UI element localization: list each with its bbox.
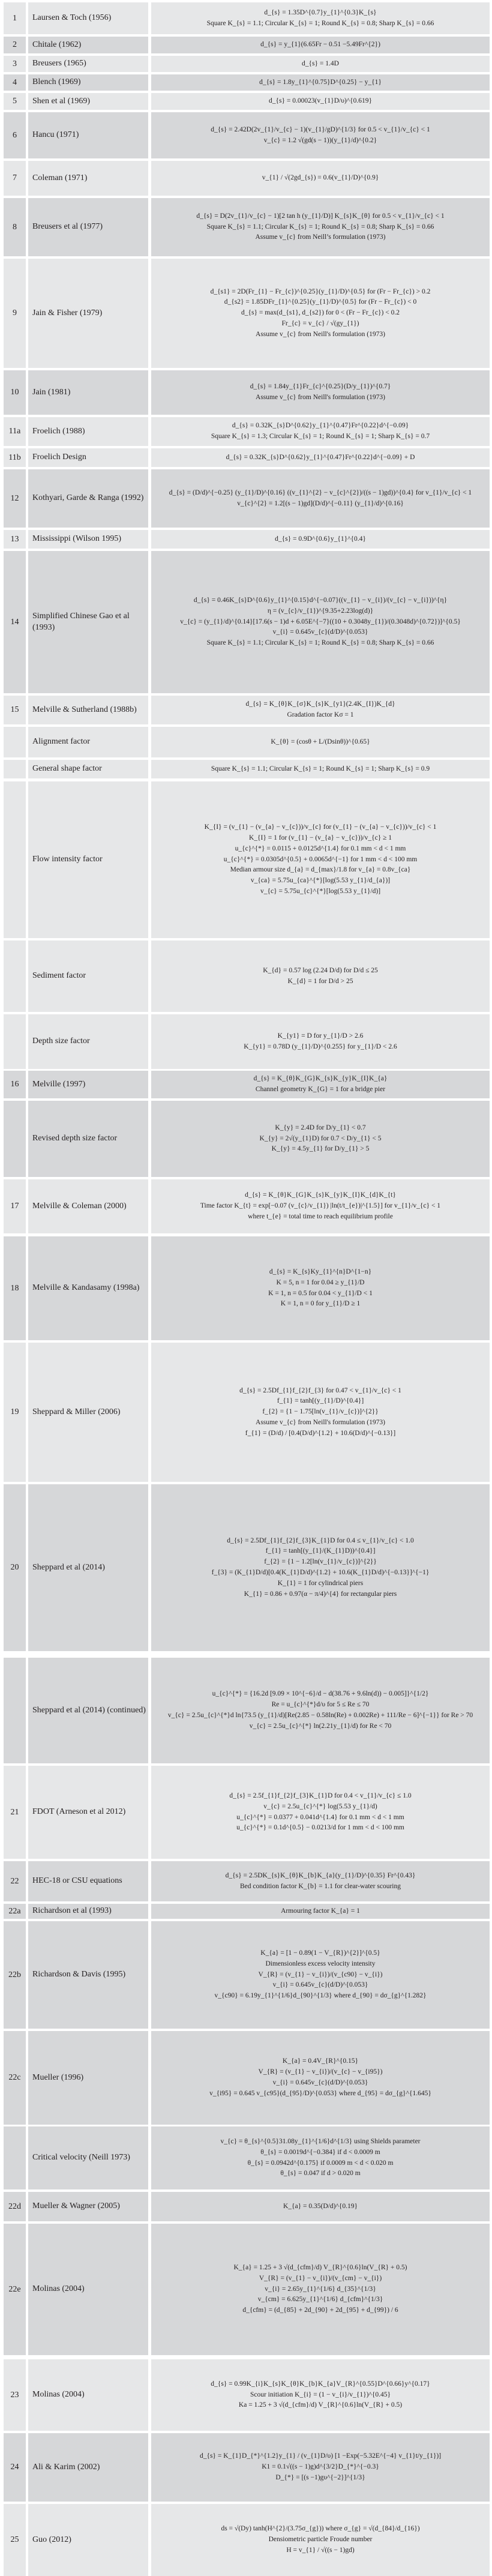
row-number: 11b [4, 448, 26, 467]
equation-line: K_{y} = 2√(y_{1}D) for 0.7 < D/y_{1} < 5 [259, 1134, 382, 1142]
equation-cell [151, 1101, 490, 1177]
equation-line: θ_{s} = 0.047 if d > 0.020 m [280, 2170, 361, 2177]
equation-line: Square K_{s} = 1.3; Circular K_{s} = 1; Round K_{s} = 1; Sharp K_{s} = 0.7 [211, 433, 430, 440]
table-row [0, 56, 492, 72]
table-row [0, 1179, 492, 1233]
equation-line: d_{s} = 1.84y_{1}Fr_{c}^{0.25}(D/y_{1})^{0.7} [250, 383, 391, 391]
equation-line: Ka = 1.25 + 3 √(d_{cfm}/d) V_{R}^{0.6}ln(V_{R} + 0.5) [238, 2401, 403, 2409]
equation-line: where t_{e} = total time to reach equilibrium profile [248, 1212, 393, 1220]
equation-line: Fr_{c} = v_{c} / √(gy_{1}) [281, 319, 359, 327]
row-number: 5 [4, 93, 26, 110]
equation-cell [151, 2359, 490, 2431]
equation-line: d_{s} = K_{s}Ky_{1}^{n}D^{1−n} [269, 1268, 372, 1275]
row-number: 25 [4, 2504, 26, 2576]
equation-line: Assume v_{c} from Neill's formulation (1973) [256, 1418, 385, 1426]
table-row [0, 2, 492, 34]
equation-line: d_{s} = K_{θ}K_{σ}K_{s}K_{y1}(2.4K_{I})K_{d} [245, 700, 395, 708]
equation-cell [151, 1861, 490, 1901]
table-row [0, 1861, 492, 1901]
equation-line: v_{c} = (y_{1}/d)^{0.14}[17.6(s − 1)d + 6.05E^{−7}((10 + 0.3048y_{1})/(0.3048d)^{0.72})]^{0.5} [180, 618, 461, 625]
equation-line: v_{i} = 0.645v_{c}(d/D)^{0.053} [272, 2079, 368, 2086]
equation-cell [151, 940, 490, 1012]
equation-cell [151, 417, 490, 446]
equation-line: v_{cm} = 6.625y_{1}^{1/6} d_{cfm}^{1/3} [257, 2296, 383, 2304]
row-number: 7 [4, 161, 26, 196]
row-author: General shape factor [28, 760, 148, 778]
equation-cell [151, 112, 490, 158]
equation-line: d_{s} = 1.35D^{0.7}y_{1}^{0.3}K_{s} [264, 8, 377, 16]
row-author: Mississippi (Wilson 1995) [28, 530, 148, 549]
table-row [0, 760, 492, 778]
row-number: 19 [4, 1343, 26, 1482]
row-author: Flow intensity factor [28, 781, 148, 938]
table-row [0, 781, 492, 938]
row-number: 9 [4, 259, 26, 368]
equation-cell [151, 1179, 490, 1233]
equation-line: Bed condition factor K_{b} = 1.1 for clear-water scouring [240, 1882, 401, 1890]
row-number: 22d [4, 2192, 26, 2221]
row-author: Depth size factor [28, 1014, 148, 1069]
row-number: 10 [4, 370, 26, 415]
table-row [0, 370, 492, 415]
equation-line: v_{c}^{2} = 1.2[(s − 1)gd](D/d)^{−0.11} (y_{1}/d)^{0.16} [237, 499, 404, 507]
equation-cell [151, 74, 490, 91]
equation-line: V_{R} = (v_{1} − v_{i})/(v_{c90} − v_{i}) [258, 1970, 383, 1978]
table-row [0, 1484, 492, 1651]
row-number [4, 2126, 26, 2189]
equation-line: f_{2} = {1 − 1.2[ln(v_{1}/v_{c})]^{2}} [264, 1558, 377, 1566]
equation-line: K_{a} = 0.35(D/d)^{0.19} [283, 2202, 358, 2210]
table-row [0, 1904, 492, 1919]
equation-line: d_{s} = 0.9D^{0.6}y_{1}^{0.4} [275, 535, 366, 543]
equation-line: v_{c} = 5.75u_{c}^{*}[log(5.53 y_{1}/d)] [260, 887, 381, 895]
row-number: 22a [4, 1904, 26, 1919]
table-row [0, 1658, 492, 1763]
equation-line: K_{I} = (v_{1} − (v_{a} − v_{c}))/v_{c} for (v_{1} − (v_{a} − v_{c}))/v_{c} < 1 [204, 823, 437, 831]
row-author: Revised depth size factor [28, 1101, 148, 1177]
row-number: 18 [4, 1236, 26, 1340]
table-row [0, 2359, 492, 2431]
table-row [0, 551, 492, 693]
row-number: 21 [4, 1766, 26, 1859]
equation-line: f_{1} = tanh[(y_{1}/D)^{0.4}] [277, 1397, 364, 1405]
table-row [0, 2504, 492, 2576]
row-author: Richardson & Davis (1995) [28, 1921, 148, 2029]
table-row [0, 259, 492, 368]
equation-line: f_{1} = tanh[(y_{1}/(K_{1}D))^{0.4}] [265, 1547, 376, 1555]
equation-cell [151, 1071, 490, 1098]
equation-cell [151, 530, 490, 549]
equation-line: Re = u_{c}^{*}d/υ for 5 ≤ Re ≤ 70 [271, 1701, 370, 1709]
row-number: 24 [4, 2433, 26, 2502]
row-author: Molinas (2004) [28, 2224, 148, 2355]
table-row [0, 940, 492, 1012]
table-row [0, 2433, 492, 2502]
equation-cell [151, 469, 490, 528]
equation-line: d_{s} = 2.5Df_{1}f_{2}f_{3}K_{1}D for 0.4 ≤ v_{1}/v_{c} < 1.0 [227, 1536, 414, 1544]
equation-line: K_{d} = 0.57 log (2.24 D/d) for D/d ≤ 25 [263, 966, 378, 974]
equation-line: u_{c}^{*} = 0.0305d^{0.5} + 0.0065d^{−1} for 1 mm < d < 100 mm [223, 855, 418, 863]
row-number [4, 1014, 26, 1069]
row-author: Jain (1981) [28, 370, 148, 415]
row-author: Kothyari, Garde & Ranga (1992) [28, 469, 148, 528]
row-author: Alignment factor [28, 727, 148, 757]
equation-cell [151, 1343, 490, 1482]
equation-cell [151, 1014, 490, 1069]
equation-cell [151, 93, 490, 110]
row-author: Critical velocity (Neill 1973) [28, 2126, 148, 2189]
equation-cell [151, 2504, 490, 2576]
row-number: 1 [4, 2, 26, 34]
equation-line: Channel geometry K_{G} = 1 for a bridge pier [255, 1086, 386, 1093]
row-number: 23 [4, 2359, 26, 2431]
equation-line: d_{s} = 0.46K_{s}D^{0.6}y_{1}^{0.15}d^{−0.07}((v_{1} − v_{i})/(v_{c} − v_{i}))^{η} [193, 597, 448, 604]
table-row [0, 530, 492, 549]
equation-cell [151, 2126, 490, 2189]
equation-cell [151, 37, 490, 53]
equation-cell [151, 2224, 490, 2355]
equation-cell [151, 2031, 490, 2125]
equation-line: d_{s} = 2.5DK_{s}K_{θ}K_{b}K_{a}(y_{1}/D)^{0.35} Fr^{0.43} [225, 1871, 416, 1879]
table-row [0, 2224, 492, 2355]
table-row [0, 1071, 492, 1098]
equation-line: d_{s1} = 2D(Fr_{1} − Fr_{c})^{0.25}(y_{1}/D)^{0.5} for (Fr − Fr_{c}) > 0.2 [210, 287, 431, 295]
equation-cell [151, 1658, 490, 1763]
equation-line: v_{c} = 1.2 √(gd(s − 1))(y_{1}/d)^{0.2} [263, 136, 377, 144]
equation-line: v_{1} / √(2gd_{s}) = 0.6(v_{1}/D)^{0.9} [262, 174, 379, 182]
row-number: 11a [4, 417, 26, 446]
equation-line: d_{s} = K_{θ}K_{G}K_{s}K_{y}K_{I}K_{a} [253, 1075, 388, 1083]
equation-line: V_{R} = (v_{1} − v_{i})/(v_{c} − v_{i95}) [258, 2068, 383, 2076]
row-author: Froelich (1988) [28, 417, 148, 446]
equation-line: d_{s} = (D/d)^{−0.25} (y_{1}/D)^{0.16} ((v_{1}^{2} − v_{c}^{2})/((s − 1)gd))^{0.4} for v_{1}/v_{c} < 1 [169, 489, 472, 496]
row-author: Froelich Design [28, 448, 148, 467]
equation-line: V_{R} = (v_{1} − v_{i})/(v_{cm} − v_{i}) [259, 2274, 382, 2282]
equation-line: d_{s} = 2.42D(2v_{1}/v_{c} − 1)(v_{1}/gD)^{1/3} for 0.5 < v_{1}/v_{c} < 1 [211, 125, 430, 133]
row-author: Jain & Fisher (1979) [28, 259, 148, 368]
equation-line: d_{s} = 0.99K_{i}K_{s}K_{θ}K_{b}K_{a}V_{R}^{0.55}D^{0.66}y^{0.17} [211, 2380, 430, 2388]
row-number: 20 [4, 1484, 26, 1651]
table-row [0, 161, 492, 196]
row-author: Coleman (1971) [28, 161, 148, 196]
row-author: Mueller (1996) [28, 2031, 148, 2125]
equation-cell [151, 760, 490, 778]
row-number: 4 [4, 74, 26, 91]
equation-line: d_{s} = D(2v_{1}/v_{c} − 1)[2 tan h (y_{1}/D)] K_{s}K_{θ} for 0.5 < v_{1}/v_{c} < 1 [196, 212, 445, 220]
row-author: Laursen & Toch (1956) [28, 2, 148, 34]
table-row [0, 2192, 492, 2221]
equation-cell [151, 1921, 490, 2029]
equation-line: Densiometric particle Froude number [268, 2536, 373, 2544]
equation-line: K_{a} = 1.25 + 3 √(d_{cfm}/d) V_{R}^{0.6}ln(V_{R} + 0.5) [233, 2264, 407, 2271]
equation-line: Time factor K_{t} = exp[−0.07 (v_{c}/v_{1}) |ln(t/t_{e})|^{1.5}] for v_{1}/v_{c} < 1 [200, 1202, 441, 1210]
row-number: 17 [4, 1179, 26, 1233]
equation-line: K_{θ} = (cosθ + L/(Dsinθ))^{0.65} [271, 738, 370, 745]
table-row [0, 727, 492, 757]
equation-line: K = 1, n = 0 for y_{1}/D ≥ 1 [280, 1300, 361, 1308]
equation-line: v_{i95} = 0.645 v_{c95}(d_{95}/D)^{0.053} where d_{95} = dσ_{g}^{1.645} [209, 2089, 431, 2097]
equation-line: f_{1} = (D/d) / [0.4(D/d)^{1.2} + 10.6(D/d)^{−0.13}] [245, 1429, 396, 1437]
equation-cell [151, 696, 490, 724]
equation-line: Scour initiation K_{i} = (1 − v_{i}/v_{1})^{0.45} [250, 2391, 391, 2398]
equation-cell [151, 2433, 490, 2502]
row-author: HEC-18 or CSU equations [28, 1861, 148, 1901]
row-number [4, 1658, 26, 1763]
row-author: Richardson et al (1993) [28, 1904, 148, 1919]
row-author: Molinas (2004) [28, 2359, 148, 2431]
row-number [4, 781, 26, 938]
equation-line: d_{s2} = 1.85DFr_{1}^{0.25}(y_{1}/D)^{0.5} for (Fr − Fr_{c}) < 0 [224, 298, 417, 306]
equation-line: K = 5, n = 1 for 0.04 ≥ y_{1}/D [276, 1278, 365, 1286]
equation-line: θ_{s} = 0.0019d^{−0.384} if d < 0.0009 m [260, 2148, 380, 2156]
row-author: Sheppard et al (2014) [28, 1484, 148, 1651]
table-row [0, 1343, 492, 1482]
row-author: Sediment factor [28, 940, 148, 1012]
row-author: Sheppard & Miller (2006) [28, 1343, 148, 1482]
equation-line: v_{ca} = 5.75u_{ca}^{*}[log(5.53 y_{1}/d_{a})] [250, 877, 391, 885]
equation-cell [151, 1484, 490, 1651]
equation-line: K_{I} = 1 for (v_{1} − (v_{a} − v_{c}))/v_{c} ≥ 1 [248, 834, 392, 841]
equation-line: K_{y1} = D for y_{1}/D > 2.6 [277, 1032, 364, 1040]
equation-cell [151, 781, 490, 938]
row-number: 22c [4, 2031, 26, 2125]
table-row [0, 417, 492, 446]
table-row [0, 1921, 492, 2029]
equation-line: d_{s} = 0.32K_{s}D^{0.62}y_{1}^{0.47}Fr^{0.22}d^{−0.09} [232, 422, 409, 430]
equation-line: K = 1, n = 0.5 for 0.04 < y_{1}/D < 1 [268, 1289, 373, 1297]
equation-line: K_{y} = 2.4D for D/y_{1} < 0.7 [275, 1124, 366, 1131]
row-author: Sheppard et al (2014) (continued) [28, 1658, 148, 1763]
equation-cell [151, 56, 490, 72]
equation-line: v_{c} = θ_{s}^{0.5}31.08y_{1}^{1/6}d^{1/3} using Shields parameter [220, 2137, 421, 2145]
row-author: Mueller & Wagner (2005) [28, 2192, 148, 2221]
equation-line: D_{*} = [(s −1)gυ^{−2}]^{1/3} [275, 2473, 365, 2481]
equation-line: u_{c}^{*} = 0.1d^{0.5} − 0.0213/d for 1 mm < d < 100 mm [236, 1824, 404, 1832]
equation-line: d_{s} = max(d_{s1}, d_{s2}) for 0 < (Fr − Fr_{c}) < 0.2 [241, 309, 400, 317]
row-author: Melville & Coleman (2000) [28, 1179, 148, 1233]
row-author: Chitale (1962) [28, 37, 148, 53]
equation-line: d_{s} = 2.5Df_{1}f_{2}f_{3} for 0.47 < v_{1}/v_{c} < 1 [239, 1386, 401, 1394]
row-number [4, 1101, 26, 1177]
equation-line: f_{3} = (K_{1}D/d)[0.4(K_{1}D/d)^{1.2} + 10.6(K_{1}D/d)^{−0.13}]^{−1} [211, 1569, 430, 1576]
equation-line: d_{s} = K_{θ}K_{G}K_{s}K_{y}K_{I}K_{d}K_{t} [245, 1191, 396, 1199]
equation-line: K_{1} = 1 for cylindrical piers [277, 1579, 364, 1587]
equation-line: v_{c} = 2.5u_{c}^{*} ln(2.21y_{1}/d) for Re < 70 [249, 1722, 392, 1730]
row-number: 12 [4, 469, 26, 528]
row-author: Blench (1969) [28, 74, 148, 91]
table-row [0, 2126, 492, 2189]
equation-cell [151, 2192, 490, 2221]
table-row [0, 1236, 492, 1340]
table-row [0, 1101, 492, 1177]
equation-line: d_{s} = 0.00023(v_{1}D/υ)^{0.619} [268, 97, 373, 105]
equation-line: η = (v_{c}/v_{1})^{9.35+2.23log(d)} [267, 607, 374, 615]
equation-line: Square K_{s} = 1.1; Circular K_{s} = 1; Round K_{s} = 0.8; Sharp K_{s} = 0.66 [206, 223, 434, 230]
row-author: Simplified Chinese Gao et al (1993) [28, 551, 148, 693]
row-number [4, 727, 26, 757]
equation-line: Median armour size d_{a} = d_{max}/1.8 for v_{a} = 0.8v_{ca} [230, 866, 411, 874]
equation-line: Gradation factor Kσ = 1 [287, 711, 354, 718]
equation-cell [151, 551, 490, 693]
row-author: Melville & Kandasamy (1998a) [28, 1236, 148, 1340]
equation-line: u_{c}^{*} = 0.0377 + 0.041d^{1.4} for 0.1 mm < d < 1 mm [236, 1813, 404, 1821]
equation-line: v_{c90} = 6.19y_{1}^{1/6}d_{90}^{1/3} where d_{90} = dσ_{g}^{1.282} [214, 1992, 427, 2000]
equation-line: d_{s} = 1.8y_{1}^{0.75}D^{0.25} − y_{1} [259, 78, 382, 86]
row-author: Breusers et al (1977) [28, 198, 148, 256]
row-author: Melville & Sutherland (1988b) [28, 696, 148, 724]
row-number: 16 [4, 1071, 26, 1098]
equation-line: v_{i} = 2.65y_{1}^{1/6} d_{35}^{1/3} [265, 2285, 376, 2293]
table-row [0, 448, 492, 467]
equation-line: v_{i} = 0.645v_{c}(d/D)^{0.053} [272, 1981, 368, 1989]
row-number [4, 760, 26, 778]
equation-line: Assume v_{c} from Neill’s formulation (1973) [255, 233, 386, 241]
row-number: 22e [4, 2224, 26, 2355]
row-author: Ali & Karim (2002) [28, 2433, 148, 2502]
row-author: FDOT (Arneson et al 2012) [28, 1766, 148, 1859]
row-number: 22b [4, 1921, 26, 2029]
equation-line: d_{s} = K_{1}D_{*}^{1.2}y_{1} / (v_{1}D/υ) [1 −Exp(−5.32E^{−4} v_{1}t/y_{1})] [199, 2452, 442, 2460]
equation-cell [151, 198, 490, 256]
table-row [0, 1014, 492, 1069]
row-number: 13 [4, 530, 26, 549]
equation-line: K_{y1} = 0.78D (y_{1}/D)^{0.255} for y_{1}/D < 2.6 [244, 1043, 397, 1050]
row-number: 8 [4, 198, 26, 256]
row-number: 3 [4, 56, 26, 72]
equation-line: v_{c} = 2.5u_{c}^{*} log(5.53 y_{1}/d) [263, 1802, 377, 1810]
equation-line: d_{s} = 0.32K_{s}D^{0.62}y_{1}^{0.47}Fr^{0.22}d^{−0.09} + D [226, 453, 415, 461]
equation-line: Armouring factor K_{a} = 1 [281, 1907, 360, 1915]
table-row [0, 112, 492, 158]
equation-cell [151, 259, 490, 368]
row-author: Breusers (1965) [28, 56, 148, 72]
equation-line: u_{c}^{*} = 0.0115 + 0.0125d^{1.4} for 0.1 mm < d < 1 mm [235, 844, 406, 852]
equation-line: K_{1} = 0.86 + 0.97(α − π/4)^{4} for rectangular piers [244, 1590, 397, 1598]
row-number: 22 [4, 1861, 26, 1901]
equation-line: K_{y} = 4.5y_{1} for D/y_{1} > 5 [271, 1145, 370, 1153]
row-number [4, 940, 26, 1012]
equation-line: v_{i} = 0.645v_{c}(d/D)^{0.053} [272, 628, 368, 636]
table-row [0, 93, 492, 110]
equation-line: K_{d} = 1 for D/d > 25 [287, 977, 353, 985]
equation-line: f_{2} = {1 − 1.75[ln(v_{1}/v_{c})]^{2}} [262, 1408, 379, 1416]
equation-cell [151, 370, 490, 415]
equation-line: Dimensionless excess velocity intensity [265, 1960, 376, 1967]
row-number: 14 [4, 551, 26, 693]
row-number: 15 [4, 696, 26, 724]
row-author: Hancu (1971) [28, 112, 148, 158]
equation-cell [151, 1766, 490, 1859]
table-row [0, 469, 492, 528]
row-author: Guo (2012) [28, 2504, 148, 2576]
equation-line: d_{s} = 2.5f_{1}f_{2}f_{3}K_{1}D for 0.4 < v_{1}/v_{c} ≤ 1.0 [229, 1792, 412, 1799]
equation-line: Assume v_{c} from Neill's formulation (1973) [256, 394, 385, 401]
table-row [0, 1766, 492, 1859]
equation-line: d_{cfm} = (d_{85} + 2d_{90} + 2d_{95} + d_{99}) / 6 [242, 2307, 398, 2314]
equation-cell [151, 1236, 490, 1340]
equation-line: θ_{s} = 0.0942d^{0.175} if 0.0009 m < d < 0.020 m [247, 2159, 394, 2167]
equation-line: K1 = 0.1√((s − 1)g)d^{3/2}D_{*}^{−0.3} [262, 2463, 379, 2471]
equation-line: d_{s} = 1.4D [302, 59, 339, 67]
equation-cell [151, 448, 490, 467]
equation-line: d_{s} = y_{1}(6.65Fr − 0.51 −5.49Fr^{2}) [260, 41, 380, 49]
equation-cell [151, 161, 490, 196]
equation-line: v_{c} = 2.5u_{c}^{*}d ln{73.5 (y_{1}/d)[Re(2.85 − 0.58ln(Re) + 0.002Re) + 111/Re − 6]^{−1}} for Re > 70 [167, 1712, 473, 1719]
equation-line: Square K_{s} = 1.1; Circular K_{s} = 1; Round K_{s} = 0.8; Sharp K_{s} = 0.66 [206, 639, 434, 647]
table-row [0, 37, 492, 53]
row-number: 2 [4, 37, 26, 53]
equation-line: Square K_{s} = 1.1; Circular K_{s} = 1; Round K_{s} = 1; Sharp K_{s} = 0.9 [211, 765, 430, 772]
table-row [0, 2031, 492, 2125]
equation-line: Square K_{s} = 1.1; Circular K_{s} = 1; Round K_{s} = 0.8; Sharp K_{s} = 0.66 [206, 19, 434, 27]
equation-line: Assume v_{c} from Neill's formulation (1973) [256, 330, 385, 338]
equation-cell [151, 1904, 490, 1919]
equation-line: K_{a} = [1 − 0.89(1 − V_{R})^{2}]^{0.5} [260, 1949, 380, 1957]
equation-line: H = v_{1} / √((s − 1)gd) [286, 2546, 355, 2554]
table-row [0, 198, 492, 256]
equation-line: u_{c}^{*} = {16.2d [9.09 × 10^{−6}/d − d(38.76 + 9.6ln(d)) − 0.005]}^{1/2} [212, 1690, 429, 1698]
equation-cell [151, 727, 490, 757]
equation-cell [151, 2, 490, 34]
row-number: 6 [4, 112, 26, 158]
table-row [0, 74, 492, 91]
equation-line: ds = √(Dy) tanh(H^{2}/(3.75σ_{g})) where σ_{g} = √(d_{84}/d_{16}) [221, 2525, 420, 2533]
table-row [0, 696, 492, 724]
row-author: Melville (1997) [28, 1071, 148, 1098]
row-author: Shen et al (1969) [28, 93, 148, 110]
equation-line: K_{a} = 0.4V_{R}^{0.15} [282, 2057, 359, 2065]
